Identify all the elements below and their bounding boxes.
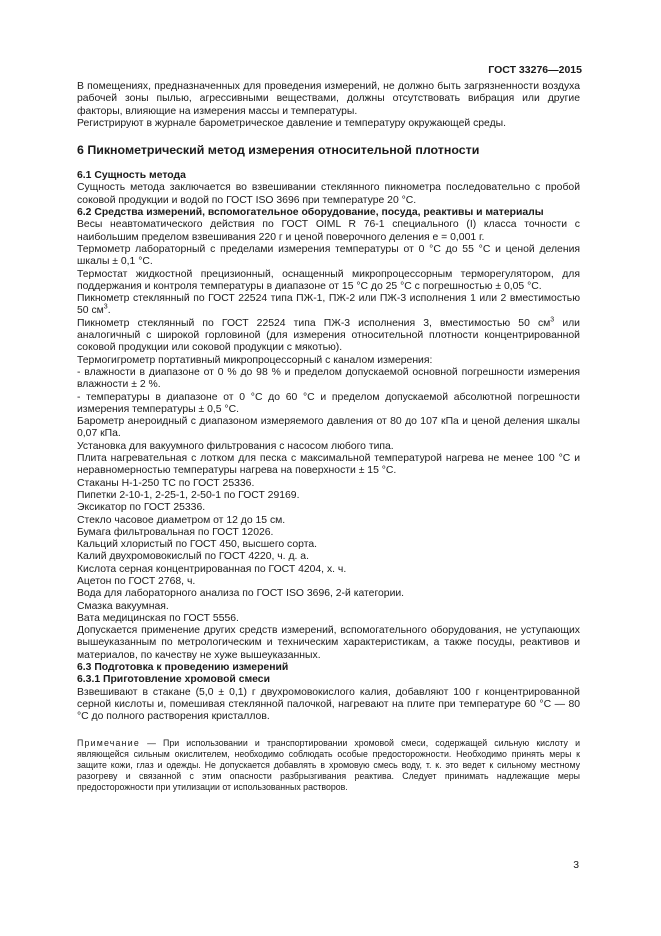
standard-number: ГОСТ 33276—2015 xyxy=(488,64,582,76)
equipment-item: Вода для лабораторного анализа по ГОСТ ISO 3696, 2-й категории. xyxy=(77,588,405,600)
section-6-3-1-text: Взвешивают в стакане (5,0 ± 0,1) г двухромовокислого калия, добавляют 100 г концентрированной серной кислоты и, помешивая стеклянной палочкой, нагревают на плите при температуре 60 °С — 80 °С до полного растворения кристаллов. xyxy=(77,686,580,723)
section-6-3-1-title: 6.3.1 Приготовление хромовой смеси xyxy=(77,674,270,686)
equipment-item: Бумага фильтровальная по ГОСТ 12026. xyxy=(77,526,274,538)
note xyxy=(77,738,580,793)
equipment-item: Вата медицинская по ГОСТ 5556. xyxy=(77,612,239,624)
equipment-item: Смазка вакуумная. xyxy=(77,600,169,612)
section-6-2-title: 6.2 Средства измерений, вспомогательное оборудование, посуда, реактивы и материалы xyxy=(77,207,544,219)
equipment-item: Термометр лабораторный с пределами измерения температуры от 0 °С до 55 °С и ценой деления шкалы ± 0,1 °С. xyxy=(77,243,580,268)
equipment-item: - температуры в диапазоне от 0 °С до 60 °С и пределом допускаемой абсолютной погрешности измерения температуры ± 0,5 °С. xyxy=(77,391,580,415)
section-6-1-title: 6.1 Сущность метода xyxy=(77,170,186,182)
note-text: — При использовании и транспортировании хромовой смеси, содержащей сильную кислоту и являющейся сильным окислителем, необходимо соблюдать особые предосторожности. Необходимо принять меры к защите кожи, глаз и одежды. Не допускается добавлять в хромовую смесь воду, т. к. это ведет к сильному местному разогреву и связанной с этим опасности разбрызгивания реактива. Следует принимать надлежащие меры предосторожности при утилизации от использованных растворов. xyxy=(77,737,580,792)
equipment-item: Пипетки 2-10-1, 2-25-1, 2-50-1 по ГОСТ 29169. xyxy=(77,489,300,501)
equipment-item: Допускается применение других средств измерений, вспомогательного оборудования, не уступающих вышеуказанным по метрологическим и техническим характеристикам, а также посуды, реактивов и материалов, по качеству не хуже вышеуказанных. xyxy=(77,625,580,661)
equipment-item: Стекло часовое диаметром от 12 до 15 см. xyxy=(77,514,286,526)
note-lead: Примечание xyxy=(77,737,140,748)
equipment-item: - влажности в диапазоне от 0 % до 98 % и пределом допускаемой основной погрешности измерения влажности ± 2 %. xyxy=(77,366,580,391)
equipment-item: Калий двухромовокислый по ГОСТ 4220, ч. д. а. xyxy=(77,551,309,563)
equipment-item-pycnometer-2: Пикнометр стеклянный по ГОСТ 22524 типа ПЖ-3 исполнения 3, вместимостью 50 $см^3$ или аналогичный с широкой горловиной (для измерения относительной плотности концентрированной соковой продукции или соковой продукции с мякотью). xyxy=(77,316,580,354)
equipment-item: Установка для вакуумного фильтрования с насосом любого типа. xyxy=(77,440,394,452)
equipment-item: Плита нагревательная с лотком для песка с максимальной температурой нагрева не менее 100 °С и неравномерностью температуры нагрева на поверхности ± 15 °С. xyxy=(77,453,580,477)
page-number: 3 xyxy=(573,860,579,871)
body-text xyxy=(77,81,580,793)
equipment-item: Эксикатор по ГОСТ 25336. xyxy=(77,502,206,514)
intro-paragraph: В помещениях, предназначенных для проведения измерений, не должно быть загрязненности воздуха рабочей зоны пылью, агрессивными веществами, должны отсутствовать вибрация или другие факторы, влияющие на измерения массы и температуры. xyxy=(77,81,580,117)
equipment-item: Термогигрометр портативный микропроцессорный с каналом измерения: xyxy=(77,354,433,366)
equipment-item: Стаканы Н-1-250 ТС по ГОСТ 25336. xyxy=(77,477,255,489)
equipment-item: Кальций хлористый по ГОСТ 450, высшего сорта. xyxy=(77,539,317,551)
equipment-item-pycnometer-1: Пикнометр стеклянный по ГОСТ 22524 типа ПЖ-1, ПЖ-2 или ПЖ-3 исполнения 1 или 2 вместимостью 50 $см^3$. xyxy=(77,293,580,317)
equipment-item: Ацетон по ГОСТ 2768, ч. xyxy=(77,575,196,587)
section-6-title: 6 Пикнометрический метод измерения относительной плотности xyxy=(77,143,480,158)
section-6-3-title: 6.3 Подготовка к проведению измерений xyxy=(77,662,289,674)
intro-paragraph: Регистрируют в журнале барометрическое давление и температуру окружающей среды. xyxy=(77,117,507,129)
equipment-item: Барометр анероидный с диапазоном измеряемого давления от 80 до 107 кПа и ценой деления шкалы 0,07 кПа. xyxy=(77,416,580,440)
section-6-1-text: Сущность метода заключается во взвешивании стеклянного пикнометра последовательно с пробой соковой продукции и водой по ГОСТ ISO 3696 при температуре 20 °С. xyxy=(77,182,580,206)
equipment-item: Кислота серная концентрированная по ГОСТ 4204, х. ч. xyxy=(77,563,347,575)
equipment-item: Термостат жидкостной прецизионный, оснащенный микропроцессорным терморегулятором, для поддержания и контроля температуры в диапазоне от 15 °С до 25 °С с погрешностью ± 0,05 °С. xyxy=(77,268,580,292)
equipment-item: Весы неавтоматического действия по ГОСТ OIML R 76-1 специального (I) класса точности с наибольшим пределом взвешивания 220 г и ценой поверочного деления е = 0,001 г. xyxy=(77,219,580,243)
